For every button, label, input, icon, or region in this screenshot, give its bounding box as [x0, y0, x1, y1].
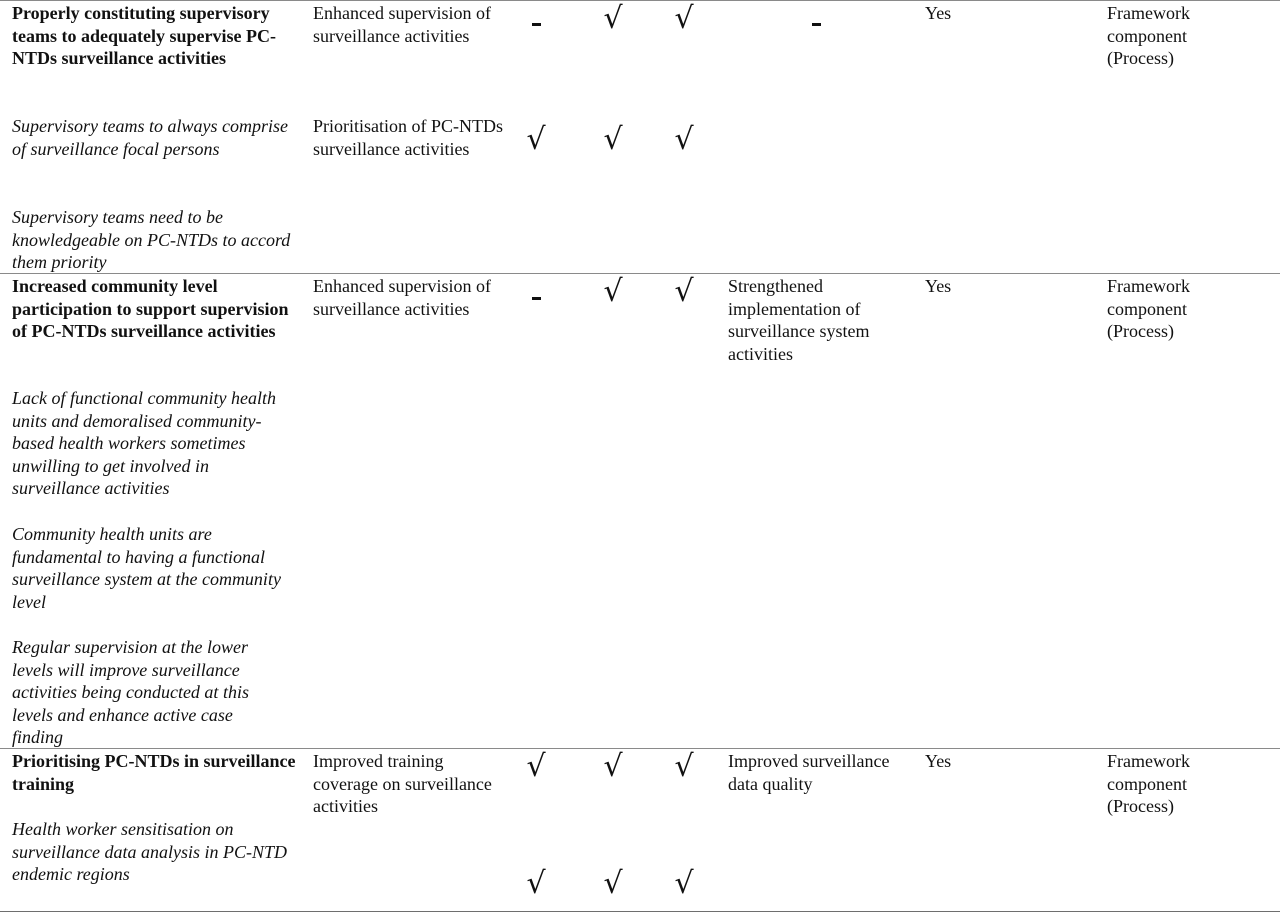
framework-cell: Framework component (Process) [1107, 3, 1190, 69]
result-cell: Improved surveillance data quality [728, 751, 890, 794]
row-heading: Increased community level participation to support supervision of PC-NTDs surveillance activities [12, 276, 289, 342]
check-mark-icon: √ [526, 122, 546, 157]
framework-cell: Framework component (Process) [1107, 751, 1190, 817]
outcome-text: Enhanced supervision of surveillance activities [313, 3, 491, 46]
row-note: Supervisory teams to always comprise of surveillance focal persons [12, 116, 288, 159]
check-mark-icon: √ [674, 866, 694, 901]
outcome-text: Improved training coverage on surveillance activities [313, 751, 492, 817]
row-heading: Properly constituting supervisory teams to adequately supervise PC-NTDs surveillance activities [12, 3, 276, 69]
row-note: Lack of functional community health units and demoralised community-based health workers sometimes unwilling to get involved in surveillance activities [12, 388, 276, 499]
outcome-text: Enhanced supervision of surveillance activities [313, 276, 491, 319]
row-divider-top [0, 0, 1280, 1]
framework-cell: Framework component (Process) [1107, 276, 1190, 342]
check-mark-icon: √ [603, 866, 623, 901]
check-mark-icon: √ [603, 122, 623, 157]
row-heading: Prioritising PC-NTDs in surveillance training [12, 751, 296, 794]
check-mark-icon: √ [674, 122, 694, 157]
check-mark-icon: √ [674, 274, 694, 309]
dash-mark [812, 23, 821, 26]
check-mark-icon: √ [526, 866, 546, 901]
row-note: Health worker sensitisation on surveillance data analysis in PC-NTD endemic regions [12, 819, 287, 885]
yes-cell: Yes [925, 3, 952, 23]
check-mark-icon: √ [603, 1, 623, 36]
yes-cell: Yes [925, 276, 952, 296]
row-note: Regular supervision at the lower levels will improve surveillance activities being conducted at this levels and enhance active case finding [12, 637, 249, 748]
dash-mark [532, 23, 541, 26]
check-mark-icon: √ [603, 749, 623, 784]
yes-cell: Yes [925, 751, 952, 771]
outcome-text: Prioritisation of PC-NTDs surveillance activities [313, 116, 504, 159]
check-mark-icon: √ [674, 749, 694, 784]
dash-mark [532, 297, 541, 300]
result-cell: Strengthened implementation of surveillance system activities [728, 276, 870, 364]
row-note: Supervisory teams need to be knowledgeable on PC-NTDs to accord them priority [12, 207, 291, 273]
table-bottom-rule [0, 911, 1280, 912]
check-mark-icon: √ [603, 274, 623, 309]
row-note: Community health units are fundamental to having a functional surveillance system at the community level [12, 524, 281, 612]
check-mark-icon: √ [674, 1, 694, 36]
check-mark-icon: √ [526, 749, 546, 784]
